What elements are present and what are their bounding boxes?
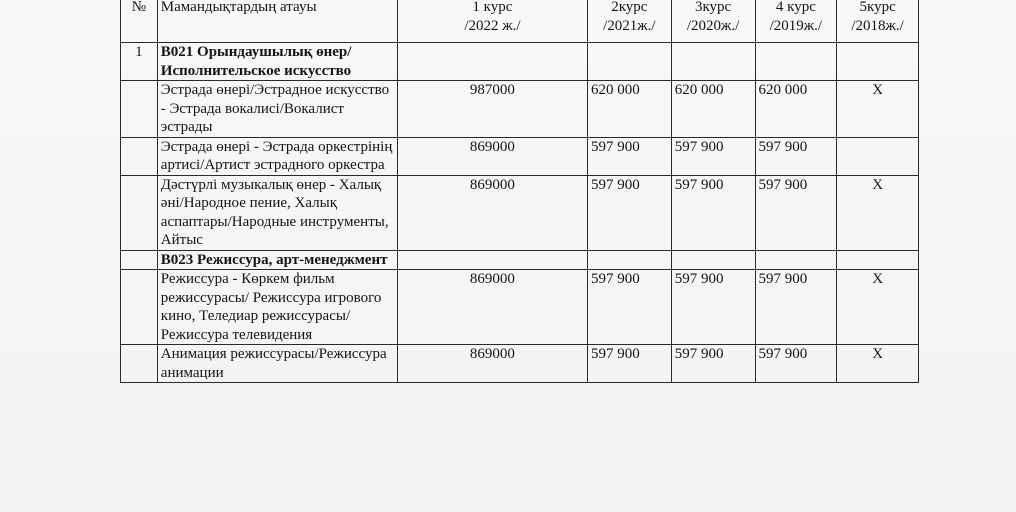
header-number: № (121, 0, 158, 43)
table-row (121, 250, 919, 270)
row-number (121, 270, 158, 345)
table-header-row (121, 0, 919, 43)
header-course-3-label: 3курс (694, 0, 732, 15)
tuition-fee-table (120, 0, 919, 383)
fee-course-5: Х (837, 81, 919, 138)
fee-course-1: 869000 (397, 345, 587, 383)
fee-course-5 (837, 137, 919, 175)
fee-course-2 (587, 43, 671, 81)
fee-course-2: 597 900 (587, 175, 671, 250)
header-course-2 (587, 0, 671, 43)
fee-course-1: 869000 (397, 175, 587, 250)
row-number: 1 (121, 43, 158, 81)
fee-course-1: 869000 (397, 137, 587, 175)
header-course-2-label: 2курс (611, 0, 648, 15)
row-number (121, 345, 158, 383)
fee-course-4: 620 000 (755, 81, 837, 138)
fee-course-2: 597 900 (587, 137, 671, 175)
fee-course-2: 620 000 (587, 81, 671, 138)
header-course-4-year: /2019ж./ (769, 17, 823, 34)
fee-course-5: Х (837, 175, 919, 250)
fee-course-1: 987000 (397, 81, 587, 138)
fee-course-3: 597 900 (671, 175, 755, 250)
table-row (121, 175, 919, 250)
table-row (121, 270, 919, 345)
header-course-4 (755, 0, 837, 43)
fee-course-2: 597 900 (587, 270, 671, 345)
header-course-4-label: 4 курс (775, 0, 816, 15)
table-row (121, 345, 919, 383)
header-course-1-year: /2022 ж./ (464, 17, 521, 34)
row-number (121, 175, 158, 250)
header-course-2-year: /2021ж./ (603, 17, 656, 34)
fee-course-4: 597 900 (755, 175, 837, 250)
header-course-5 (837, 0, 919, 43)
specialty-name: Эстрада өнері - Эстрада оркестрінің артисі/Артист эстрадного оркестра (157, 137, 397, 175)
row-number (121, 137, 158, 175)
fee-course-4: 597 900 (755, 270, 837, 345)
fee-course-2 (587, 250, 671, 270)
header-specialty-name: Мамандықтардың атауы (157, 0, 397, 43)
header-course-1-label: 1 курс (472, 0, 513, 15)
table-row (121, 43, 919, 81)
fee-course-3: 620 000 (671, 81, 755, 138)
fee-course-3: 597 900 (671, 137, 755, 175)
fee-course-4 (755, 250, 837, 270)
fee-course-5 (837, 250, 919, 270)
fee-course-5: Х (837, 345, 919, 383)
fee-course-1 (397, 43, 587, 81)
header-course-1 (397, 0, 587, 43)
header-course-5-year: /2018ж./ (851, 17, 904, 34)
fee-course-1: 869000 (397, 270, 587, 345)
specialty-name: Дәстүрлі музыкалық өнер - Халық әні/Народное пение, Халық аспаптары/Народные инструменты, Айтыс (157, 175, 397, 250)
fee-course-5 (837, 43, 919, 81)
specialty-name: Режиссура - Көркем фильм режиссурасы/ Режиссура игрового кино, Теледиар режиссурасы/Режиссура телевидения (157, 270, 397, 345)
fee-course-3 (671, 250, 755, 270)
fee-course-4: 597 900 (755, 137, 837, 175)
fee-course-4 (755, 43, 837, 81)
fee-course-4: 597 900 (755, 345, 837, 383)
fee-course-5: Х (837, 270, 919, 345)
header-course-3-year: /2020ж./ (686, 17, 740, 34)
fee-course-3: 597 900 (671, 270, 755, 345)
header-course-5-label: 5курс (859, 0, 896, 15)
row-number (121, 81, 158, 138)
row-number (121, 250, 158, 270)
group-name: B021 Орындаушылық өнер/Исполнительское искусство (157, 43, 397, 81)
table-row (121, 137, 919, 175)
specialty-name: Анимация режиссурасы/Режиссура анимации (157, 345, 397, 383)
table-row (121, 81, 919, 138)
fee-course-2: 597 900 (587, 345, 671, 383)
specialty-name: Эстрада өнері/Эстрадное искусство - Эстрада вокалисі/Вокалист эстрады (157, 81, 397, 138)
group-name: B023 Режиссура, арт-менеджмент (157, 250, 397, 270)
header-course-3 (671, 0, 755, 43)
fee-course-3: 597 900 (671, 345, 755, 383)
fee-course-3 (671, 43, 755, 81)
fee-course-1 (397, 250, 587, 270)
